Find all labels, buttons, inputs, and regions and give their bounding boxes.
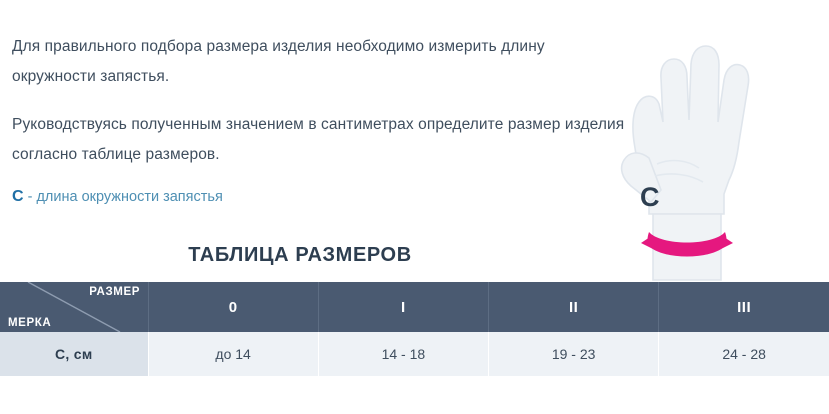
corner-measure-label: МЕРКА [8,317,52,329]
table-row [0,332,829,376]
cell-c-size-2: 19 - 23 [489,332,659,376]
legend-letter: C [12,188,24,205]
size-table-header-row [0,282,829,332]
footer-spacer [0,376,829,414]
size-table [0,282,829,376]
legend-text: - длина окружности запястья [23,189,223,205]
paragraph-2: Руководствуясь полученным значением в сантиметрах определите размер изделия согласно таблице размеров. [12,116,625,163]
intro-text-block [12,32,632,208]
column-header-3: III [659,282,829,332]
column-header-2: II [489,282,659,332]
corner-size-label: РАЗМЕР [89,286,140,298]
wrist-measure-callout-label: C [640,182,660,212]
column-header-1: I [318,282,488,332]
cell-c-size-3: 24 - 28 [659,332,829,376]
cell-c-size-1: 14 - 18 [318,332,488,376]
row-label-c: C, см [0,332,148,376]
column-header-0: 0 [148,282,318,332]
legend-line [12,186,632,208]
size-table-corner-cell [0,282,148,332]
cell-c-size-0: до 14 [148,332,318,376]
paragraph-1: Для правильного подбора размера изделия необходимо измерить длину окружности запястья. [12,38,545,85]
size-table-title: ТАБЛИЦА РАЗМЕРОВ [188,244,412,266]
